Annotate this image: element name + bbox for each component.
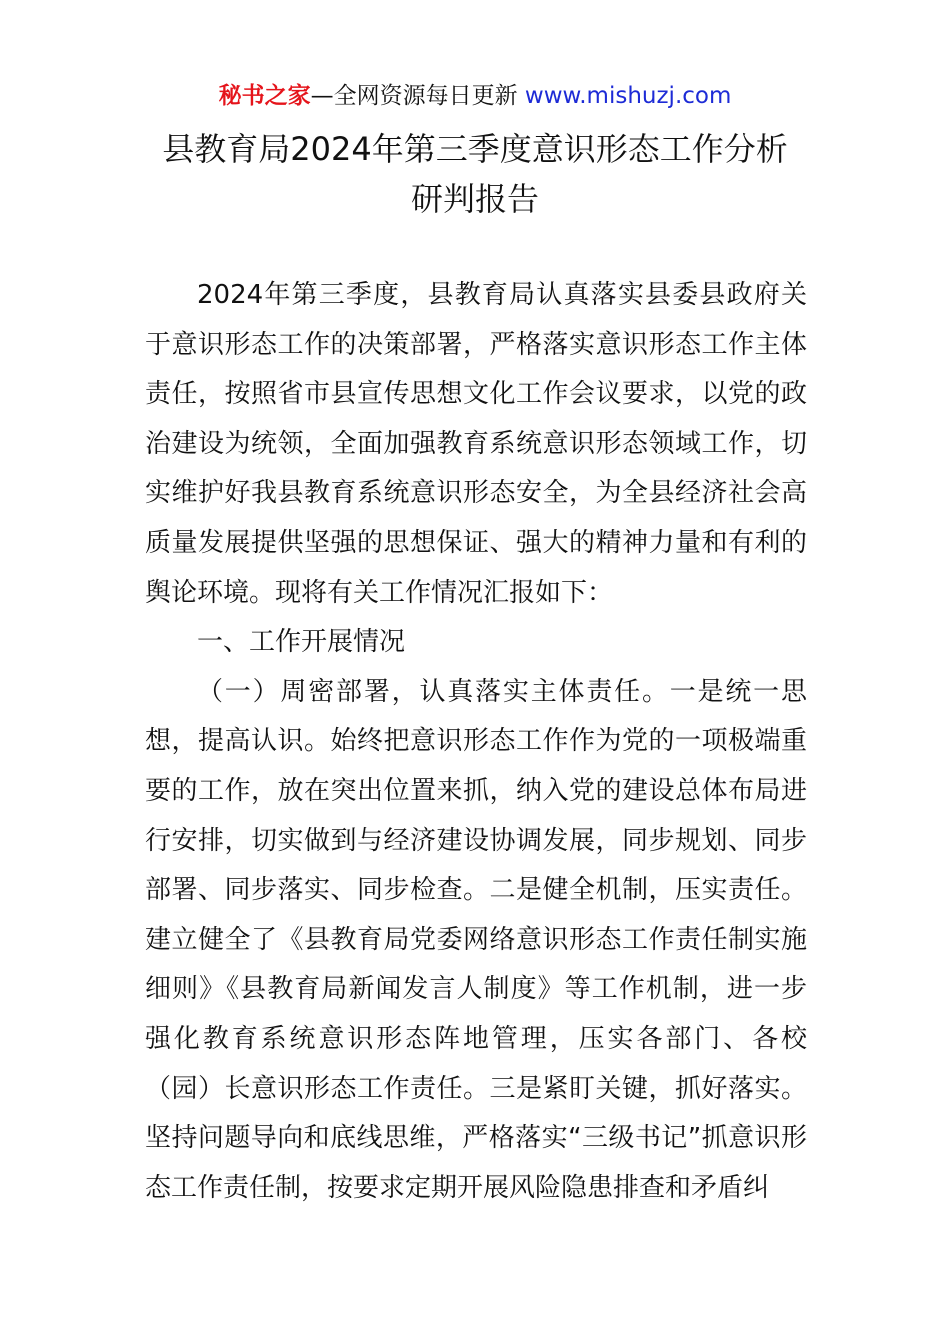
site-brand: 秘书之家 (218, 83, 311, 109)
section-heading: 一、工作开展情况 (197, 627, 406, 658)
document-body (145, 271, 807, 1213)
site-watermark-header (0, 80, 950, 112)
document-title (0, 124, 950, 224)
intro-paragraph: 2024年第三季度，县教育局认真落实县委县政府关于意识形态工作的决策部署，严格落实意识形态工作主体责任，按照省市县宣传思想文化工作会议要求，以党的政治建设为统领，全面加强教育系统意识形态领域工作，切实维护好我县教育系统意识形态安全，为全县经济社会高质量发展提供坚强的思想保证、强大的精神力量和有利的舆论环境。现将有关工作情况汇报如下： (145, 280, 807, 608)
site-url: www.mishuzj.com (524, 83, 732, 109)
document-title-line-2: 研判报告 (410, 180, 539, 218)
document-title-line-1: 县教育局2024年第三季度意识形态工作分析 (162, 130, 788, 168)
site-tagline: —全网资源每日更新 (310, 83, 518, 109)
body-paragraph: （一）周密部署，认真落实主体责任。一是统一思想，提高认识。始终把意识形态工作作为党的一项极端重要的工作，放在突出位置来抓，纳入党的建设总体布局进行安排，切实做到与经济建设协调发展，同步规划、同步部署、同步落实、同步检查。二是健全机制，压实责任。建立健全了《县教育局党委网络意识形态工作责任制实施细则》《县教育局新闻发言人制度》等工作机制，进一步强化教育系统意识形态阵地管理，压实各部门、各校（园）长意识形态工作责任。三是紧盯关键，抓好落实。坚持问题导向和底线思维，严格落实“三级书记”抓意识形态工作责任制，按要求定期开展风险隐患排查和矛盾纠 (145, 676, 807, 1203)
